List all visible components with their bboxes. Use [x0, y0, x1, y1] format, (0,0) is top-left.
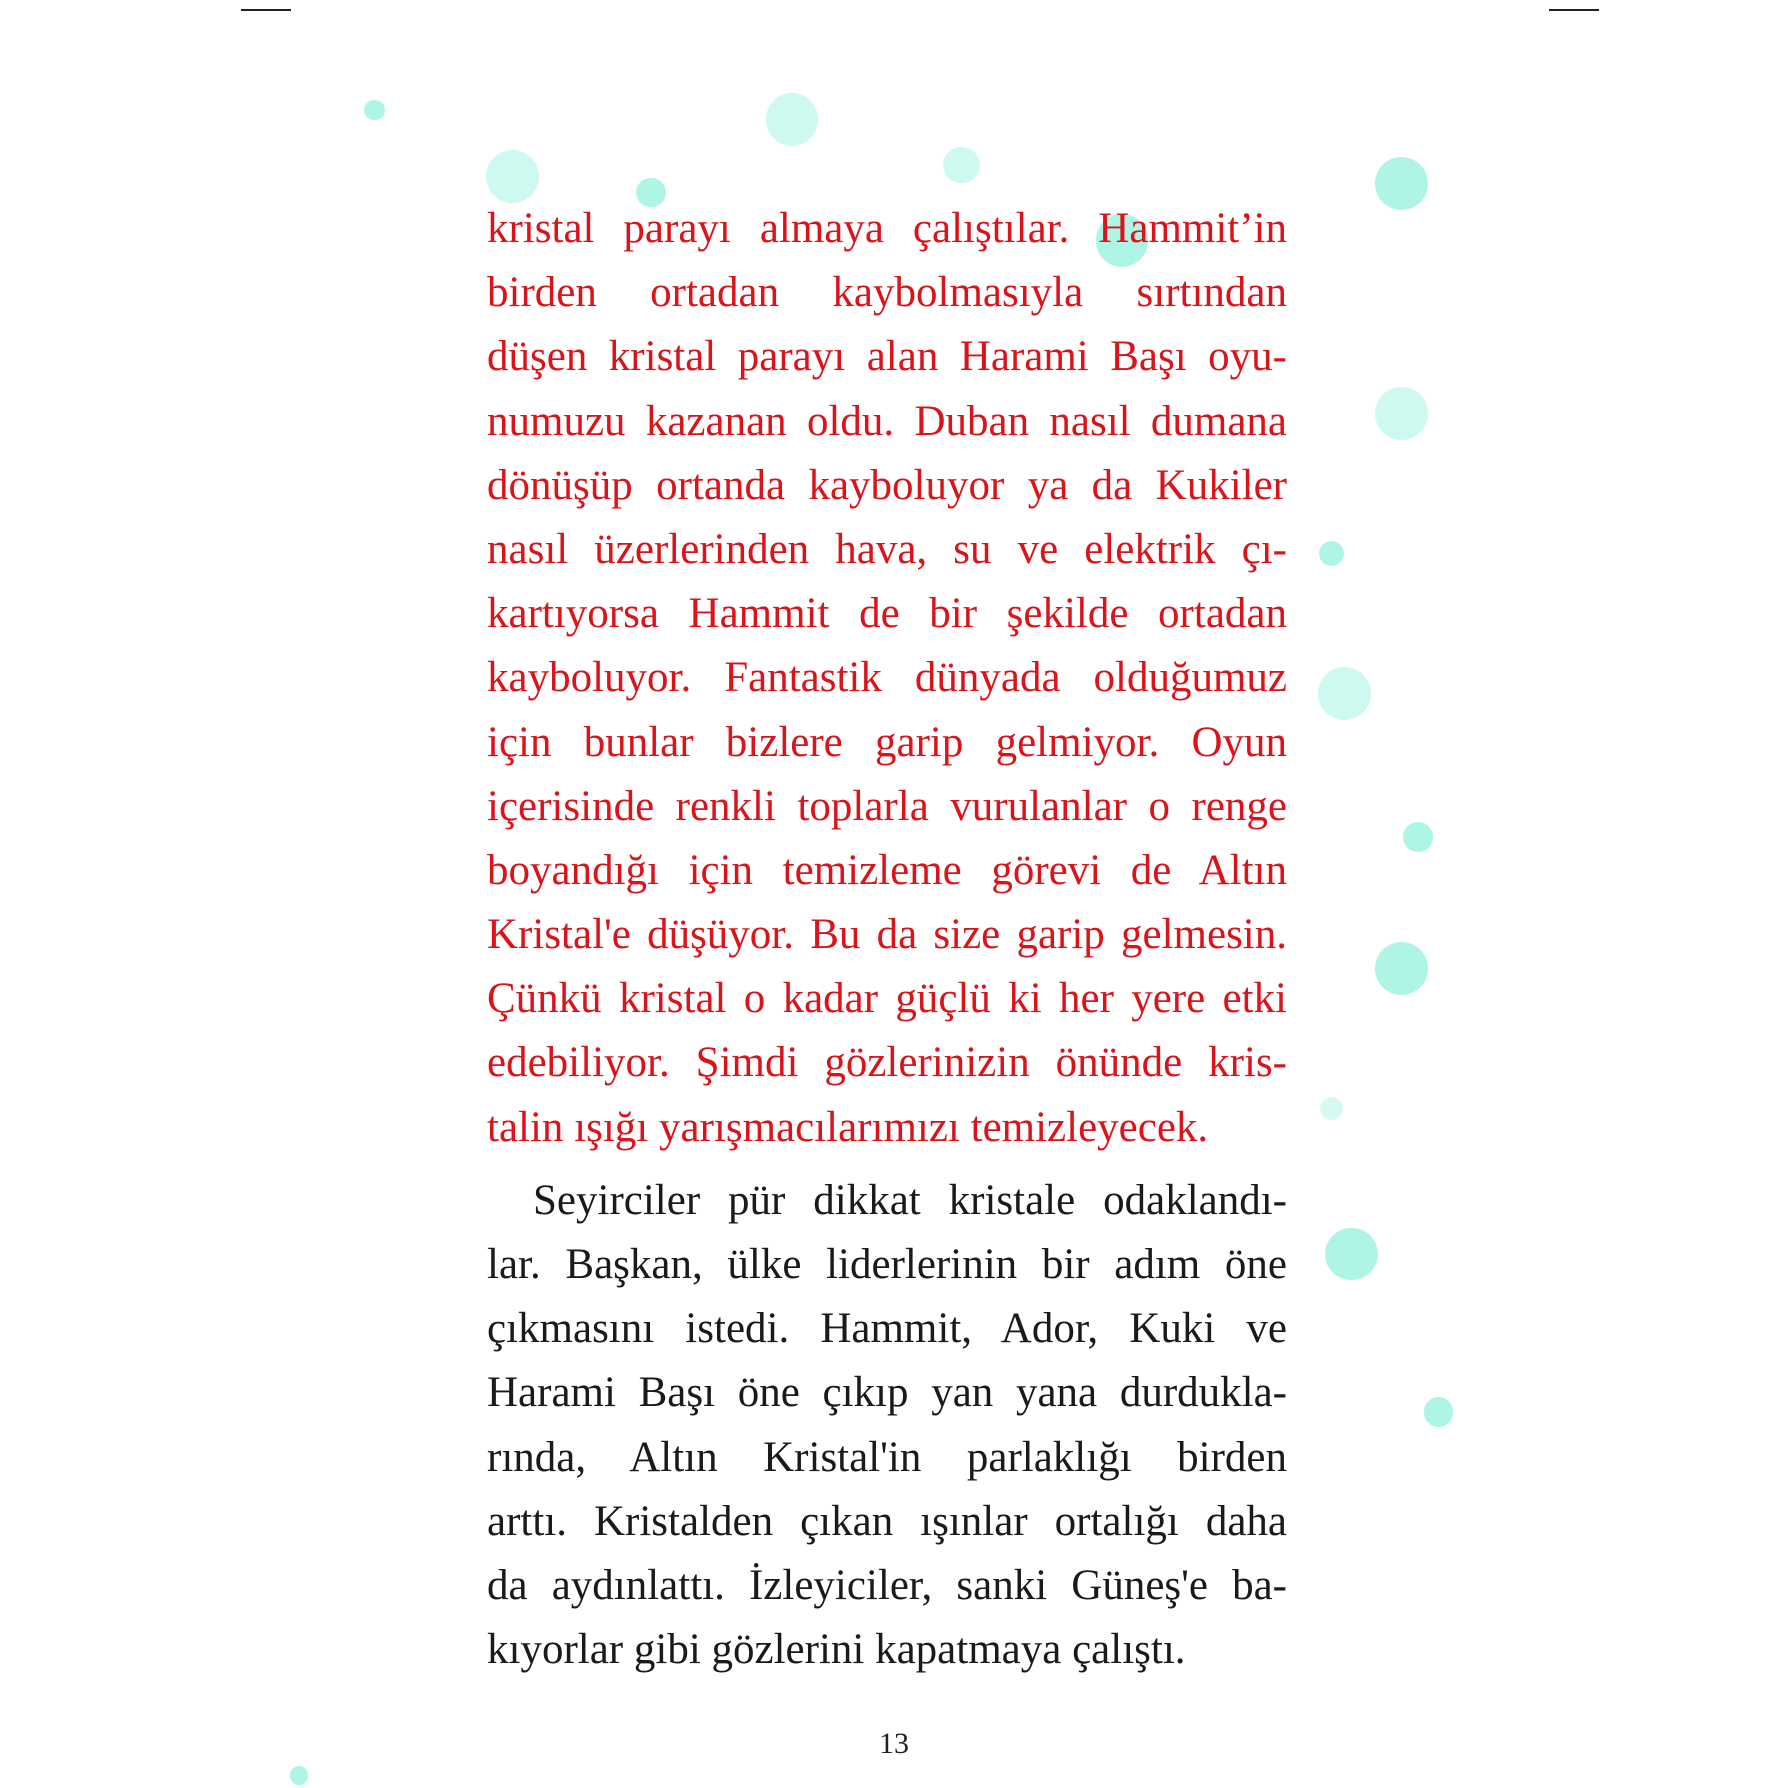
text-line: içerisinde renkli toplarla vurulanlar o renge: [487, 782, 1287, 830]
text-line: düşen kristal parayı alan Harami Başı oyu-: [487, 333, 1287, 381]
text-line: da aydınlattı. İzleyiciler, sanki Güneş'e ba-: [487, 1561, 1287, 1609]
crop-mark-left: [241, 9, 291, 11]
text-line: için bunlar bizlere garip gelmiyor. Oyun: [487, 718, 1287, 766]
decorative-dot: [1403, 822, 1433, 852]
crop-mark-right: [1549, 9, 1599, 11]
text-line: rında, Altın Kristal'in parlaklığı birden: [487, 1433, 1287, 1481]
decorative-dot: [1375, 942, 1428, 995]
text-line: numuzu kazanan oldu. Duban nasıl dumana: [487, 397, 1287, 445]
text-line: Kristal'e düşüyor. Bu da size garip gelmesin.: [487, 911, 1287, 959]
text-line: Harami Başı öne çıkıp yan yana durdukla-: [487, 1369, 1287, 1417]
text-line: talin ışığı yarışmacılarımızı temizleyecek.: [487, 1103, 1209, 1151]
decorative-dot: [1375, 157, 1428, 210]
text-line: kristal parayı almaya çalıştılar. Hammit’in: [487, 205, 1287, 252]
decorative-dot: [943, 147, 980, 184]
text-line: boyandığı için temizleme görevi de Altın: [487, 846, 1287, 894]
text-line: kartıyorsa Hammit de bir şekilde ortadan: [487, 590, 1287, 638]
text-line: edebiliyor. Şimdi gözlerinizin önünde kris-: [487, 1039, 1287, 1087]
decorative-dot: [1375, 387, 1428, 440]
text-line: lar. Başkan, ülke liderlerinin bir adım öne: [487, 1241, 1287, 1288]
decorative-dot: [766, 93, 819, 146]
page-number: 13: [879, 1727, 909, 1760]
decorative-dot: [1424, 1397, 1454, 1427]
text-line: birden ortadan kaybolmasıyla sırtından: [487, 269, 1287, 317]
decorative-dot: [364, 100, 385, 121]
paragraph: [487, 197, 1287, 1160]
decorative-dot: [486, 150, 539, 203]
decorative-dot: [290, 1766, 308, 1784]
decorative-dot: [1319, 541, 1344, 566]
paragraph: [487, 1169, 1287, 1683]
page-body-text: [487, 197, 1287, 1682]
text-line: çıkmasını istedi. Hammit, Ador, Kuki ve: [487, 1305, 1287, 1353]
text-line: kıyorlar gibi gözlerini kapatmaya çalıştı.: [487, 1626, 1186, 1674]
text-line: nasıl üzerlerinden hava, su ve elektrik çı-: [487, 525, 1287, 573]
text-line: Seyirciler pür dikkat kristale odaklandı-: [533, 1176, 1287, 1224]
text-line: dönüşüp ortanda kayboluyor ya da Kukiler: [487, 461, 1287, 509]
text-line: arttı. Kristalden çıkan ışınlar ortalığı daha: [487, 1497, 1287, 1545]
text-line: kayboluyor. Fantastik dünyada olduğumuz: [487, 654, 1287, 702]
decorative-dot: [1320, 1097, 1343, 1120]
text-line: Çünkü kristal o kadar güçlü ki her yere etki: [487, 975, 1287, 1023]
decorative-dot: [1318, 667, 1371, 720]
decorative-dot: [1325, 1228, 1378, 1281]
